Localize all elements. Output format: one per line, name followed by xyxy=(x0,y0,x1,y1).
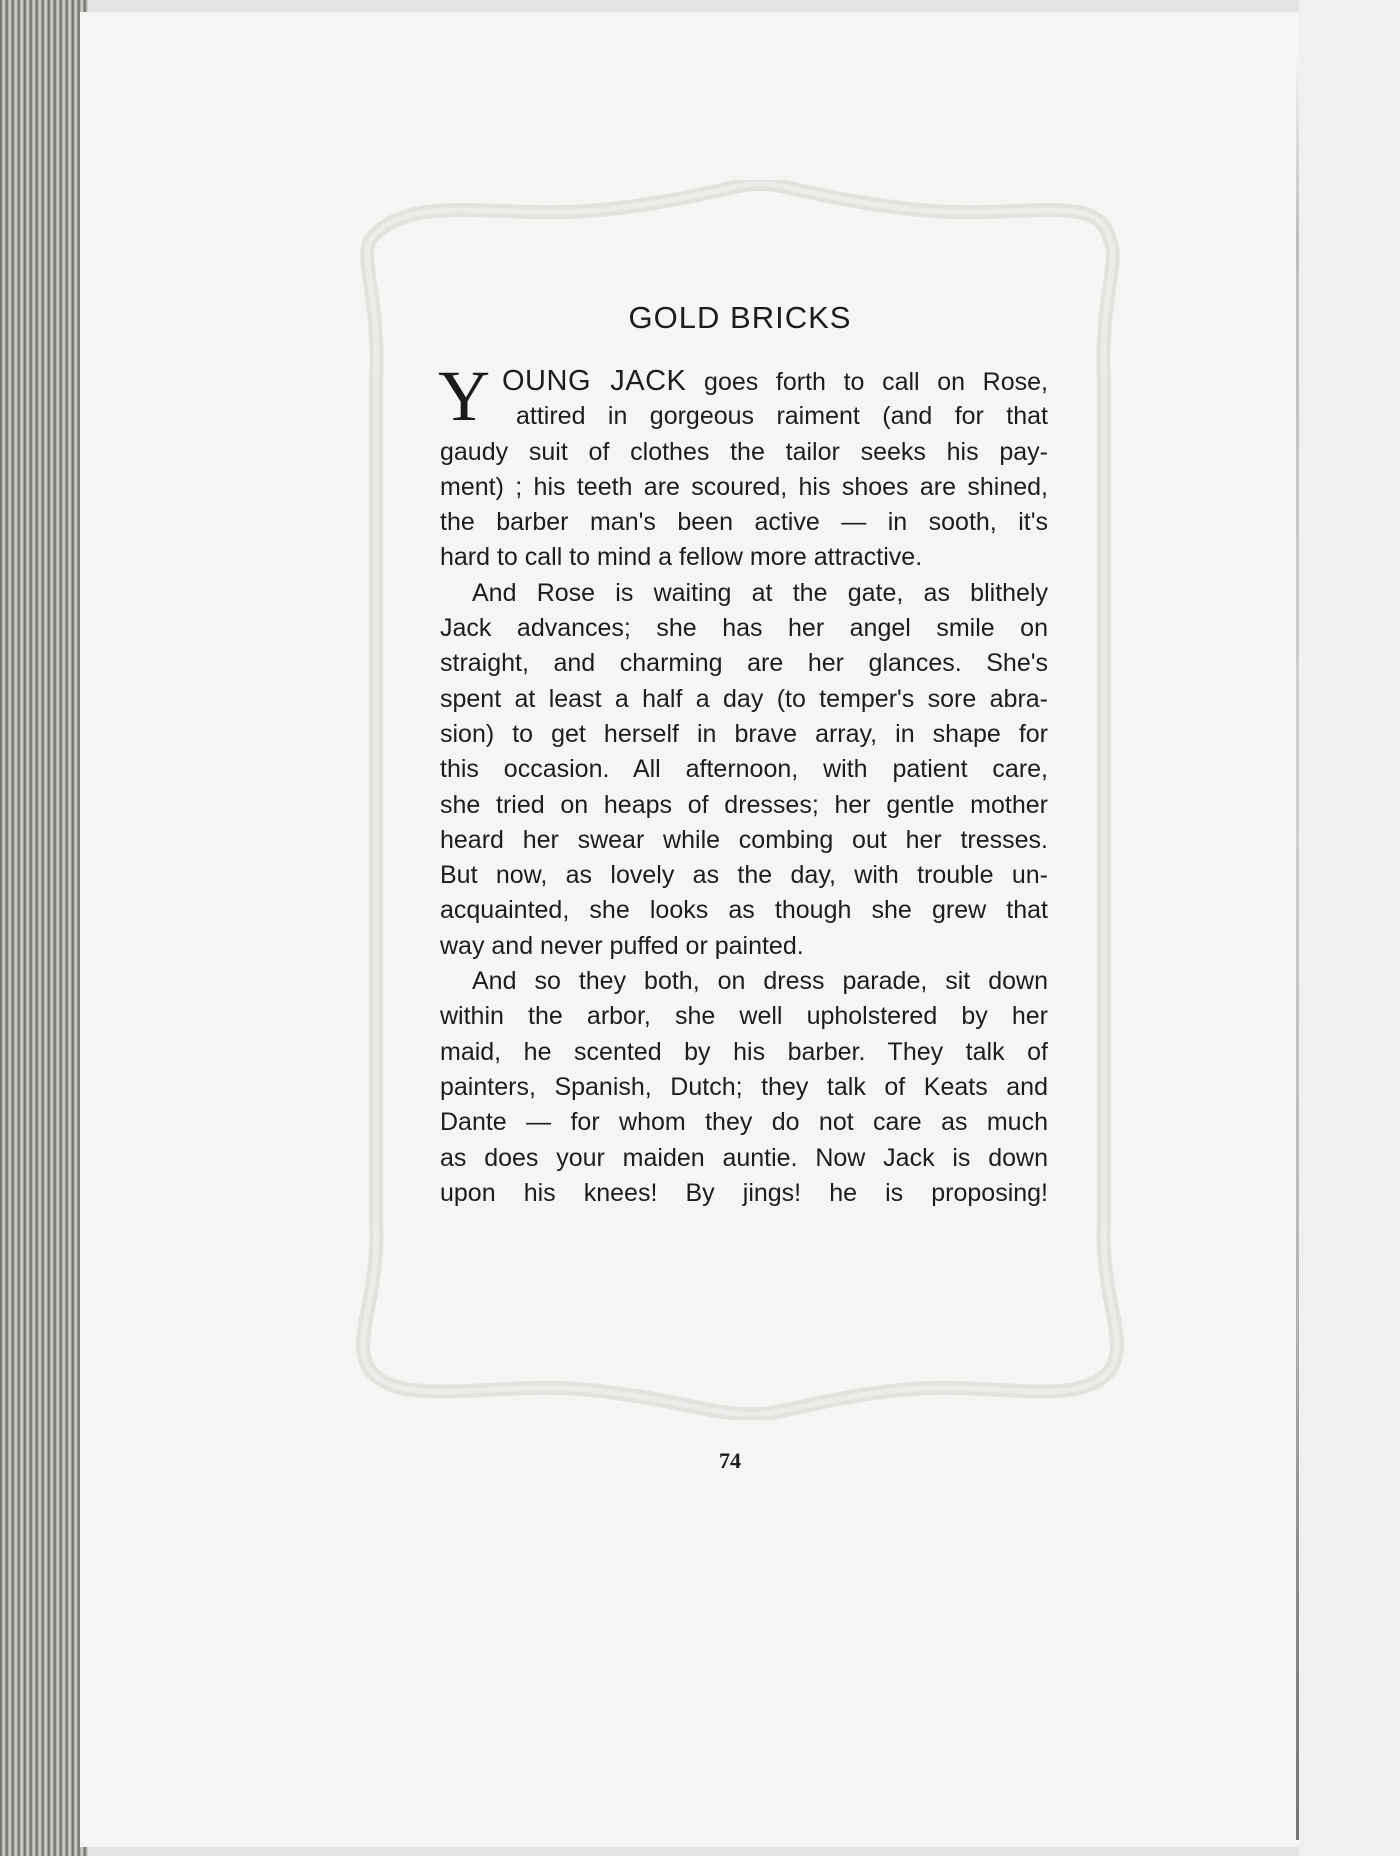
text-line: Jack advances; she has her angel smile on xyxy=(440,614,1048,643)
poem-body xyxy=(438,356,1048,1211)
text-line: straight, and charming are her glances. She's xyxy=(440,649,1048,678)
text-line: attired in gorgeous raiment (and for that xyxy=(516,402,1048,431)
text-line: hard to call to mind a fellow more attractive. xyxy=(440,543,923,572)
text-line: But now, as lovely as the day, with trouble un- xyxy=(440,861,1048,890)
drop-cap: Y xyxy=(438,356,490,436)
text-line: she tried on heaps of dresses; her gentle mother xyxy=(440,790,1048,819)
text-line: And Rose is waiting at the gate, as blithely xyxy=(472,578,1048,607)
text-line: ment) ; his teeth are scoured, his shoes are shined, xyxy=(440,472,1048,501)
text-line: painters, Spanish, Dutch; they talk of Keats and xyxy=(440,1072,1048,1101)
page-number: 74 xyxy=(719,1448,741,1473)
lead-caps: OUNG JACK xyxy=(502,365,687,397)
page-title: GOLD BRICKS xyxy=(628,300,852,335)
facing-page-edge xyxy=(1299,0,1400,1856)
text-line: Dante — for whom they do not care as much xyxy=(440,1108,1048,1137)
text-line: as does your maiden auntie. Now Jack is down xyxy=(440,1143,1048,1172)
text-line: the barber man's been active — in sooth, it's xyxy=(440,508,1048,537)
binding-shadow xyxy=(1296,60,1299,1840)
text-line: spent at least a half a day (to temper's sore abra- xyxy=(440,684,1048,713)
text-line: this occasion. All afternoon, with patient care, xyxy=(440,755,1048,784)
text-line: maid, he scented by his barber. They talk of xyxy=(440,1037,1048,1066)
text-line: upon his knees! By jings! he is proposing! xyxy=(440,1178,1048,1207)
text-line: within the arbor, she well upholstered by her xyxy=(440,1002,1048,1031)
text-line: sion) to get herself in brave array, in shape for xyxy=(440,719,1048,748)
text-line: acquainted, she looks as though she grew that xyxy=(440,896,1048,925)
text-line: heard her swear while combing out her tresses. xyxy=(440,825,1048,854)
text-line: way and never puffed or painted. xyxy=(440,931,804,960)
book-page-edges xyxy=(0,0,88,1856)
text-line: gaudy suit of clothes the tailor seeks his pay- xyxy=(440,437,1048,466)
first-line-rest: goes forth to call on Rose, xyxy=(704,368,1048,396)
text-line: And so they both, on dress parade, sit down xyxy=(472,967,1048,996)
